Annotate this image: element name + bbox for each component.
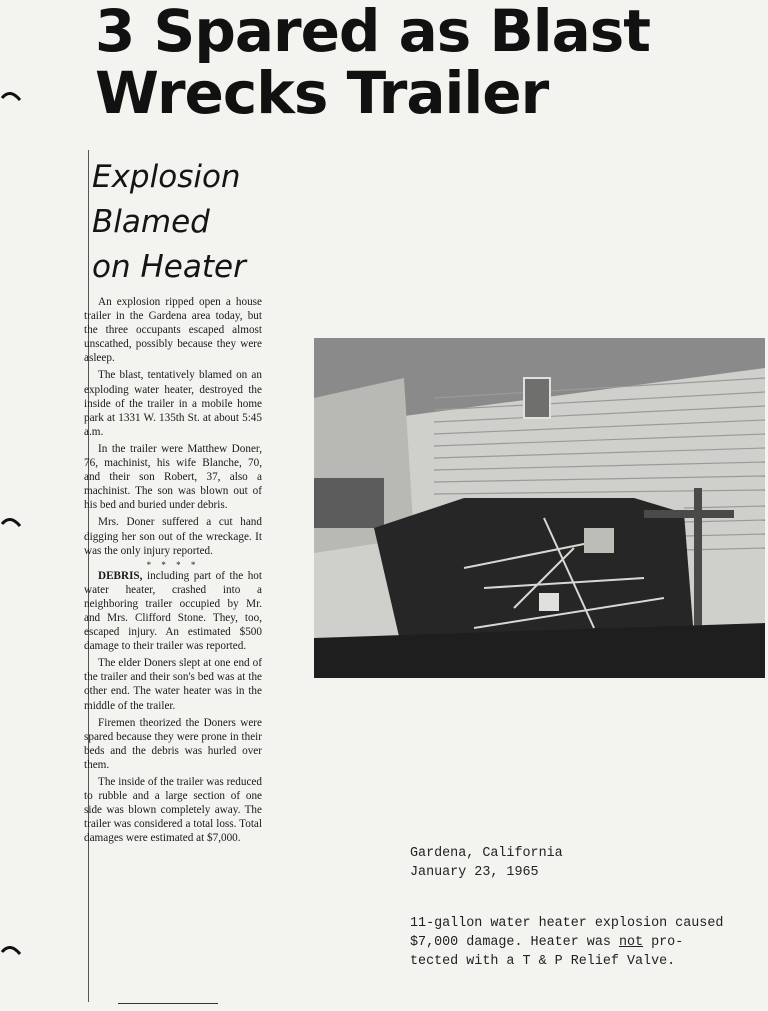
paragraph: In the trailer were Matthew Doner, 76, machinist, his wife Blanche, 70, and their son Robert, 37, also a machinist. The son was blown out of his bed and buried under debris. [84, 442, 262, 512]
paragraph: Mrs. Doner suffered a cut hand digging her son out of the wreckage. It was the only injury reported. [84, 516, 262, 557]
caption-note-text: pro- [643, 935, 684, 950]
wrecked-trailer-photo [314, 338, 765, 678]
headline [95, 0, 695, 127]
caption-note-line-3: tected with a T & P Relief Valve. [410, 954, 676, 969]
subheadline-line-1: Explosion [92, 159, 241, 195]
paragraph: The elder Doners slept at one end of the trailer and their son's bed was at the other end. The water heater was in the middle of the trailer. [84, 657, 262, 712]
paragraph: Firemen theorized the Doners were spared because they were prone in their beds and the debris was hurled over them. [84, 716, 262, 771]
caption-note-emphasis: not [618, 935, 644, 950]
caption-location: Gardena, California [410, 846, 563, 861]
paragraph [84, 569, 262, 654]
caption-note-line-2 [410, 933, 768, 952]
subheadline [92, 155, 292, 290]
paragraph-text: including part of the hot water heater, crashed into a neighboring trailer occupied by Mr. and Mrs. Clifford Stone. They, too, escaped injury. An estimated $500 damage to their trailer was reported. [84, 569, 262, 653]
punch-hole-mark [0, 86, 22, 104]
headline-line-2: Wrecks Trailer [95, 59, 549, 127]
caption-note-text: $7,000 damage. Heater was [410, 935, 619, 950]
photo-image [314, 338, 765, 678]
paragraph: The blast, tentatively blamed on an exploding water heater, destroyed the inside of the trailer in a mobile home park at 1331 W. 135th St. at about 5:45 a.m. [84, 369, 262, 438]
photo-caption-location [410, 844, 768, 882]
subheadline-line-2: Blamed [92, 204, 210, 240]
subheadline-line-3: on Heater [92, 249, 246, 285]
photo-caption-note [410, 914, 768, 971]
paragraph-lead: DEBRIS, [98, 569, 143, 582]
section-separator: * * * * [146, 559, 200, 570]
headline-line-1: 3 Spared as Blast [95, 0, 650, 65]
caption-note-line-1: 11-gallon water heater explosion caused [410, 916, 724, 931]
punch-hole-mark [0, 940, 22, 958]
end-rule [118, 1003, 218, 1004]
article-body [84, 295, 262, 848]
punch-hole-mark [0, 512, 22, 530]
caption-date: January 23, 1965 [410, 865, 539, 880]
paragraph: An explosion ripped open a house trailer in the Gardena area today, but the three occupants escaped almost unscathed, possibly because they were asleep. [84, 296, 262, 365]
paragraph: The inside of the trailer was reduced to rubble and a large section of one side was blown completely away. The trailer was considered a total loss. Total damages were estimated at $7,000. [84, 776, 262, 845]
